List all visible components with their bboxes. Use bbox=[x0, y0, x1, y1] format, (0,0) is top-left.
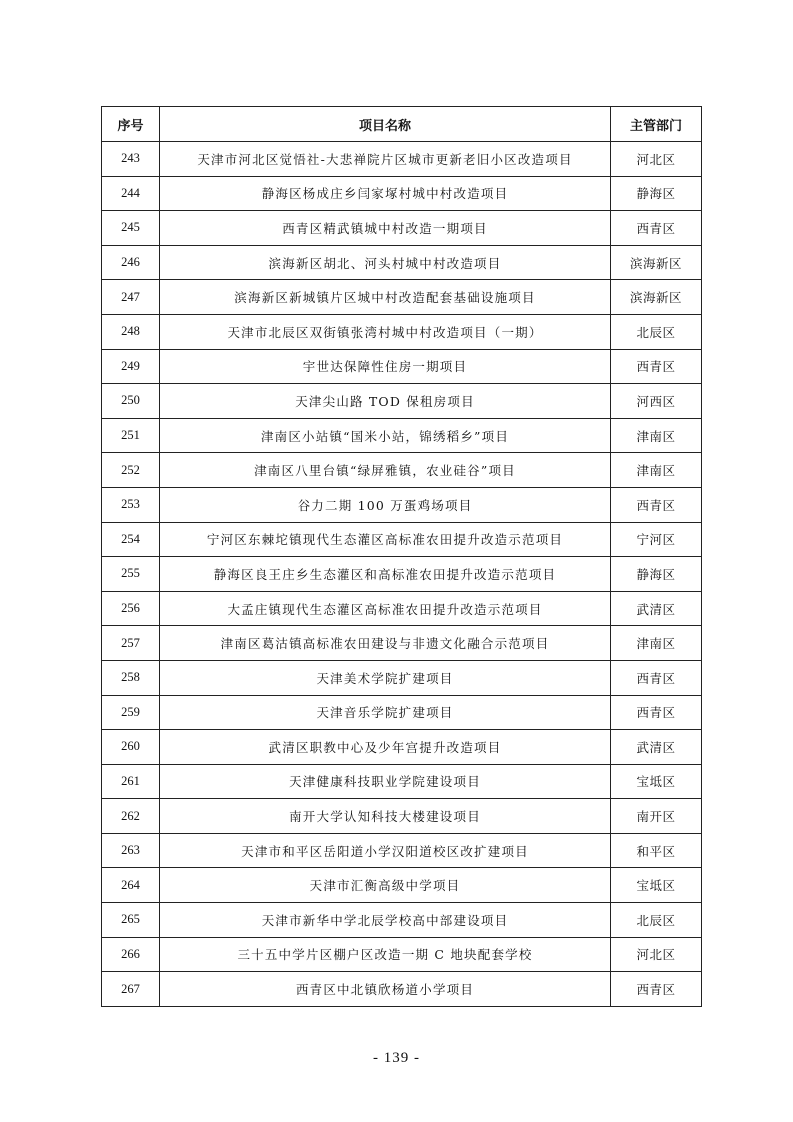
row-department: 西青区 bbox=[611, 695, 702, 730]
row-number: 243 bbox=[102, 142, 160, 177]
row-department: 静海区 bbox=[611, 557, 702, 592]
row-number: 259 bbox=[102, 695, 160, 730]
table-row bbox=[102, 660, 702, 695]
row-number: 261 bbox=[102, 764, 160, 799]
row-department: 武清区 bbox=[611, 730, 702, 765]
row-number: 247 bbox=[102, 280, 160, 315]
table-row bbox=[102, 591, 702, 626]
row-number: 262 bbox=[102, 799, 160, 834]
row-number: 250 bbox=[102, 384, 160, 419]
row-number: 248 bbox=[102, 314, 160, 349]
table-row bbox=[102, 972, 702, 1007]
row-number: 252 bbox=[102, 453, 160, 488]
table-row bbox=[102, 211, 702, 246]
row-project-name: 大孟庄镇现代生态灌区高标准农田提升改造示范项目 bbox=[160, 591, 611, 626]
row-number: 260 bbox=[102, 730, 160, 765]
row-project-name: 宁河区东棘坨镇现代生态灌区高标准农田提升改造示范项目 bbox=[160, 522, 611, 557]
table-row bbox=[102, 557, 702, 592]
row-number: 257 bbox=[102, 626, 160, 661]
table-row bbox=[102, 349, 702, 384]
row-department: 和平区 bbox=[611, 833, 702, 868]
table-row bbox=[102, 522, 702, 557]
row-project-name: 津南区八里台镇“绿屏雅镇，农业硅谷”项目 bbox=[160, 453, 611, 488]
row-department: 津南区 bbox=[611, 626, 702, 661]
page-number: - 139 - bbox=[373, 1050, 420, 1066]
row-number: 265 bbox=[102, 903, 160, 938]
table-row bbox=[102, 626, 702, 661]
row-department: 滨海新区 bbox=[611, 245, 702, 280]
row-project-name: 天津市和平区岳阳道小学汉阳道校区改扩建项目 bbox=[160, 833, 611, 868]
row-number: 256 bbox=[102, 591, 160, 626]
row-project-name: 津南区小站镇“国米小站，锦绣稻乡”项目 bbox=[160, 418, 611, 453]
row-number: 245 bbox=[102, 211, 160, 246]
table-header-row bbox=[102, 107, 702, 142]
row-project-name: 天津美术学院扩建项目 bbox=[160, 660, 611, 695]
row-project-name: 武清区职教中心及少年宫提升改造项目 bbox=[160, 730, 611, 765]
row-number: 244 bbox=[102, 176, 160, 211]
row-department: 静海区 bbox=[611, 176, 702, 211]
table-row bbox=[102, 868, 702, 903]
table-row bbox=[102, 695, 702, 730]
row-project-name: 三十五中学片区棚户区改造一期 C 地块配套学校 bbox=[160, 937, 611, 972]
row-department: 河西区 bbox=[611, 384, 702, 419]
row-project-name: 宇世达保障性住房一期项目 bbox=[160, 349, 611, 384]
row-project-name: 津南区葛沽镇高标准农田建设与非遗文化融合示范项目 bbox=[160, 626, 611, 661]
row-number: 264 bbox=[102, 868, 160, 903]
row-department: 武清区 bbox=[611, 591, 702, 626]
table-body bbox=[102, 142, 702, 1007]
row-project-name: 天津健康科技职业学院建设项目 bbox=[160, 764, 611, 799]
row-department: 宁河区 bbox=[611, 522, 702, 557]
row-project-name: 天津音乐学院扩建项目 bbox=[160, 695, 611, 730]
table-row bbox=[102, 453, 702, 488]
table-row bbox=[102, 903, 702, 938]
row-project-name: 南开大学认知科技大楼建设项目 bbox=[160, 799, 611, 834]
row-department: 滨海新区 bbox=[611, 280, 702, 315]
row-department: 宝坻区 bbox=[611, 868, 702, 903]
row-project-name: 天津尖山路 TOD 保租房项目 bbox=[160, 384, 611, 419]
row-department: 西青区 bbox=[611, 487, 702, 522]
table-row bbox=[102, 384, 702, 419]
row-number: 249 bbox=[102, 349, 160, 384]
row-department: 津南区 bbox=[611, 418, 702, 453]
row-number: 246 bbox=[102, 245, 160, 280]
row-project-name: 天津市汇衡高级中学项目 bbox=[160, 868, 611, 903]
table-row bbox=[102, 799, 702, 834]
table-row bbox=[102, 487, 702, 522]
table-row bbox=[102, 245, 702, 280]
row-project-name: 西青区中北镇欣杨道小学项目 bbox=[160, 972, 611, 1007]
project-table bbox=[101, 106, 702, 1007]
row-project-name: 天津市河北区觉悟社-大悲禅院片区城市更新老旧小区改造项目 bbox=[160, 142, 611, 177]
table-row bbox=[102, 176, 702, 211]
row-project-name: 西青区精武镇城中村改造一期项目 bbox=[160, 211, 611, 246]
row-department: 河北区 bbox=[611, 142, 702, 177]
row-project-name: 静海区良王庄乡生态灌区和高标准农田提升改造示范项目 bbox=[160, 557, 611, 592]
row-department: 南开区 bbox=[611, 799, 702, 834]
row-department: 宝坻区 bbox=[611, 764, 702, 799]
row-project-name: 天津市新华中学北辰学校高中部建设项目 bbox=[160, 903, 611, 938]
table-row bbox=[102, 142, 702, 177]
row-number: 255 bbox=[102, 557, 160, 592]
row-number: 263 bbox=[102, 833, 160, 868]
table-row bbox=[102, 937, 702, 972]
row-project-name: 静海区杨成庄乡闫家塚村城中村改造项目 bbox=[160, 176, 611, 211]
table-row bbox=[102, 833, 702, 868]
header-project-name: 项目名称 bbox=[160, 107, 611, 142]
row-number: 266 bbox=[102, 937, 160, 972]
header-number: 序号 bbox=[102, 107, 160, 142]
row-number: 251 bbox=[102, 418, 160, 453]
row-department: 北辰区 bbox=[611, 903, 702, 938]
row-project-name: 滨海新区新城镇片区城中村改造配套基础设施项目 bbox=[160, 280, 611, 315]
table-row bbox=[102, 418, 702, 453]
row-department: 津南区 bbox=[611, 453, 702, 488]
table-row bbox=[102, 730, 702, 765]
row-department: 西青区 bbox=[611, 972, 702, 1007]
row-project-name: 谷力二期 100 万蛋鸡场项目 bbox=[160, 487, 611, 522]
row-project-name: 天津市北辰区双街镇张湾村城中村改造项目（一期） bbox=[160, 314, 611, 349]
row-number: 254 bbox=[102, 522, 160, 557]
row-number: 267 bbox=[102, 972, 160, 1007]
row-number: 258 bbox=[102, 660, 160, 695]
header-department: 主管部门 bbox=[611, 107, 702, 142]
row-project-name: 滨海新区胡北、河头村城中村改造项目 bbox=[160, 245, 611, 280]
row-department: 西青区 bbox=[611, 660, 702, 695]
row-number: 253 bbox=[102, 487, 160, 522]
row-department: 西青区 bbox=[611, 349, 702, 384]
table-row bbox=[102, 280, 702, 315]
row-department: 河北区 bbox=[611, 937, 702, 972]
table-row bbox=[102, 764, 702, 799]
row-department: 北辰区 bbox=[611, 314, 702, 349]
table-row bbox=[102, 314, 702, 349]
row-department: 西青区 bbox=[611, 211, 702, 246]
